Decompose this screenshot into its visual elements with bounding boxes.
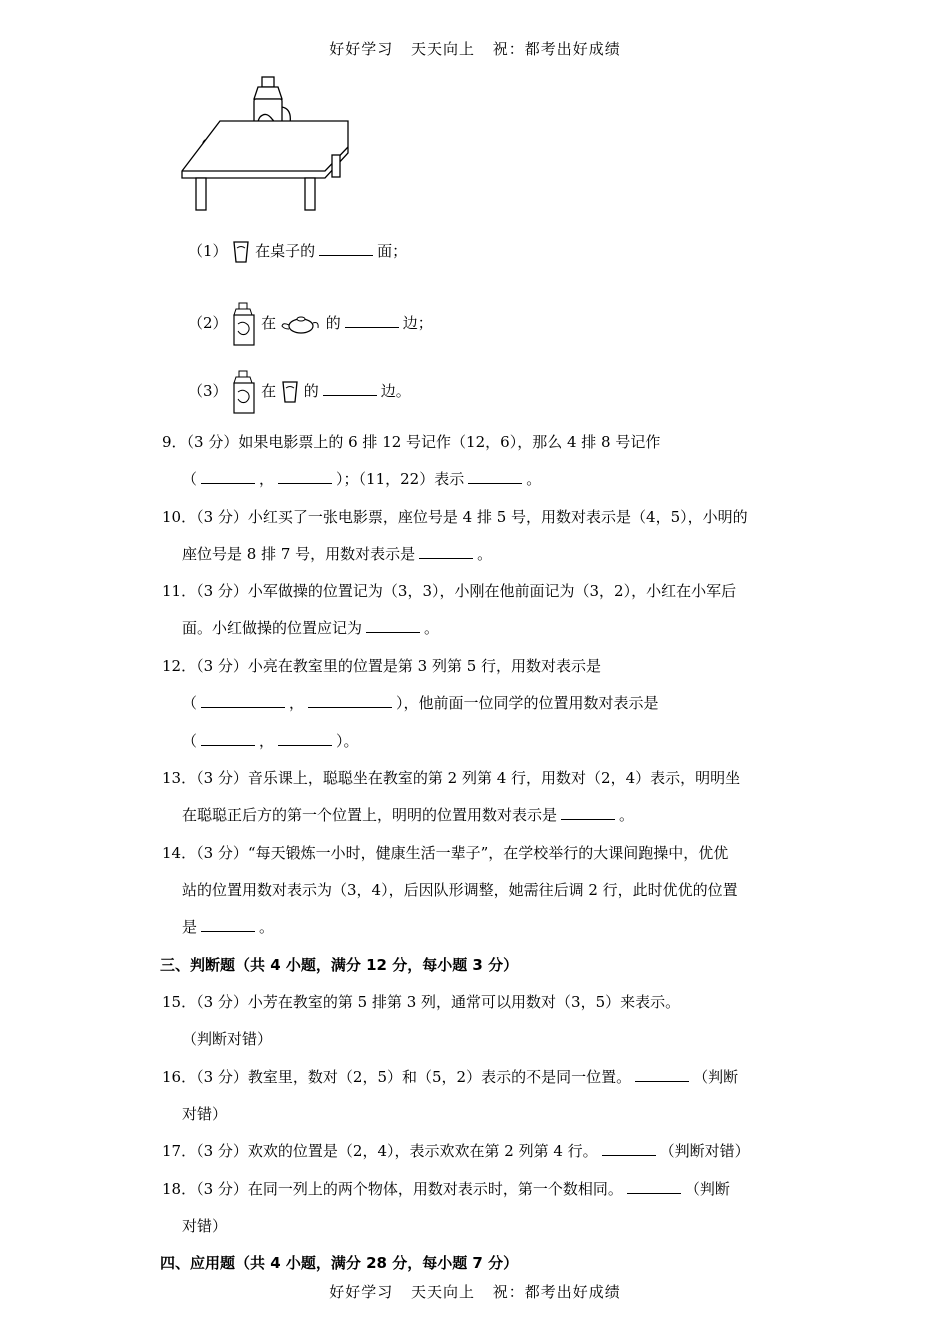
answer-blank[interactable] <box>602 1143 656 1156</box>
header-text-3: 祝：都考出好成绩 <box>492 40 621 58</box>
answer-blank[interactable] <box>278 733 332 746</box>
q18-text: 18．（3 分）在同一列上的两个物体，用数对表示时，第一个数相同。 <box>162 1180 623 1198</box>
q9-line1: 9．（3 分）如果电影票上的 6 排 12 号记作（12，6），那么 4 排 8 号记作 <box>162 433 661 451</box>
q13-end: 。 <box>619 806 635 824</box>
q8-sub1 <box>188 240 407 264</box>
q8-sub3 <box>188 370 411 414</box>
q11-end: 。 <box>424 619 440 637</box>
q8-s3-number: （3） <box>188 382 228 400</box>
q16-line2: 对错） <box>182 1105 228 1123</box>
q12-line3 <box>182 730 359 751</box>
q12-end: ）。 <box>336 732 359 750</box>
q11-text: 面。小红做操的位置应记为 <box>182 619 363 637</box>
header-text-1: 好好学习 <box>329 40 394 58</box>
q12-open: （ <box>182 694 198 712</box>
teapot-icon <box>281 313 321 335</box>
table-icon <box>182 121 348 210</box>
q16-text: 16．（3 分）教室里，数对（2，5）和（5，2）表示的不是同一位置。 <box>162 1068 632 1086</box>
answer-blank[interactable] <box>635 1069 689 1082</box>
q18-end: （判断 <box>684 1180 730 1198</box>
q10-line2 <box>182 543 492 564</box>
answer-blank[interactable] <box>345 315 399 328</box>
footer-text-2: 天天向上 <box>410 1283 475 1301</box>
answer-blank[interactable] <box>201 733 255 746</box>
q9-text: ）；（11，22）表示 <box>336 470 465 488</box>
footer-text-1: 好好学习 <box>329 1283 394 1301</box>
q8-sub2 <box>188 302 433 346</box>
q8-s1-end: 面； <box>377 242 408 260</box>
q8-s1-number: （1） <box>188 242 228 260</box>
header-text-2: 天天向上 <box>410 40 475 58</box>
q18-line1 <box>162 1178 730 1199</box>
q9-comma: ， <box>259 470 275 488</box>
table-illustration <box>180 75 355 215</box>
answer-blank[interactable] <box>201 695 285 708</box>
q17-line1 <box>162 1140 750 1161</box>
q14-line3 <box>182 916 274 937</box>
section-3-heading: 三、判断题（共 4 小题，满分 12 分，每小题 3 分） <box>160 956 519 974</box>
q9-line2 <box>182 468 541 489</box>
q8-s2-end: 边； <box>402 314 433 332</box>
answer-blank[interactable] <box>278 471 332 484</box>
footer-text-3: 祝：都考出好成绩 <box>492 1283 621 1301</box>
thermos-icon <box>232 370 256 414</box>
section-4-heading: 四、应用题（共 4 小题，满分 28 分，每小题 7 分） <box>160 1254 519 1272</box>
q12-comma: ， <box>289 694 305 712</box>
answer-blank[interactable] <box>468 471 522 484</box>
q8-s2-text: 在 <box>261 314 277 332</box>
q8-s3-end: 边。 <box>380 382 411 400</box>
answer-blank[interactable] <box>201 471 255 484</box>
q14-line2: 站的位置用数对表示为（3，4），后因队形调整，她需往后调 2 行，此时优优的位置 <box>182 881 738 899</box>
q14-text: 是 <box>182 918 198 936</box>
q18-line2: 对错） <box>182 1217 228 1235</box>
q12-line1: 12．（3 分）小亮在教室里的位置是第 3 列第 5 行，用数对表示是 <box>162 657 602 675</box>
page-header <box>0 38 950 59</box>
q9-open: （ <box>182 470 198 488</box>
cup-icon <box>232 240 250 264</box>
q12-text: ），他前面一位同学的位置用数对表示是 <box>396 694 659 712</box>
q13-line1: 13．（3 分）音乐课上，聪聪坐在教室的第 2 列第 4 行，用数对（2，4）表示，明明坐 <box>162 769 741 787</box>
q11-line2 <box>182 617 439 638</box>
q14-line1: 14．（3 分）“每天锻炼一小时，健康生活一辈子”，在学校举行的大课间跑操中，优优 <box>162 844 729 862</box>
q16-line1 <box>162 1066 738 1087</box>
answer-blank[interactable] <box>627 1181 681 1194</box>
q16-end: （判断 <box>693 1068 739 1086</box>
q10-end: 。 <box>477 545 493 563</box>
q10-text: 座位号是 8 排 7 号，用数对表示是 <box>182 545 416 563</box>
page-footer <box>0 1281 950 1302</box>
q8-s3-text2: 的 <box>303 382 319 400</box>
answer-blank[interactable] <box>366 620 420 633</box>
q17-end: （判断对错） <box>659 1142 750 1160</box>
answer-blank[interactable] <box>561 807 615 820</box>
answer-blank[interactable] <box>319 243 373 256</box>
q11-line1: 11．（3 分）小军做操的位置记为（3，3），小刚在他前面记为（3，2），小红在小军后 <box>162 582 737 600</box>
cup-icon <box>281 380 299 404</box>
q15-line1: 15．（3 分）小芳在教室的第 5 排第 3 列，通常可以用数对（3，5）来表示。 <box>162 993 681 1011</box>
q14-end: 。 <box>259 918 275 936</box>
answer-blank[interactable] <box>323 383 377 396</box>
q17-text: 17．（3 分）欢欢的位置是（2，4），表示欢欢在第 2 列第 4 行。 <box>162 1142 598 1160</box>
answer-blank[interactable] <box>201 919 255 932</box>
q8-s2-number: （2） <box>188 314 228 332</box>
q9-end: 。 <box>526 470 542 488</box>
answer-blank[interactable] <box>419 546 473 559</box>
q10-line1: 10．（3 分）小红买了一张电影票，座位号是 4 排 5 号，用数对表示是（4，5），小明的 <box>162 508 748 526</box>
q15-line2: （判断对错） <box>182 1030 273 1048</box>
answer-blank[interactable] <box>308 695 392 708</box>
q12-comma2: ， <box>259 732 275 750</box>
q12-line2 <box>182 692 659 713</box>
q8-s1-text: 在桌子的 <box>255 242 316 260</box>
q8-s2-text2: 的 <box>325 314 341 332</box>
q12-open2: （ <box>182 732 198 750</box>
q13-line2 <box>182 804 634 825</box>
thermos-icon <box>232 302 256 346</box>
q13-text: 在聪聪正后方的第一个位置上，明明的位置用数对表示是 <box>182 806 558 824</box>
q8-s3-text: 在 <box>261 382 277 400</box>
